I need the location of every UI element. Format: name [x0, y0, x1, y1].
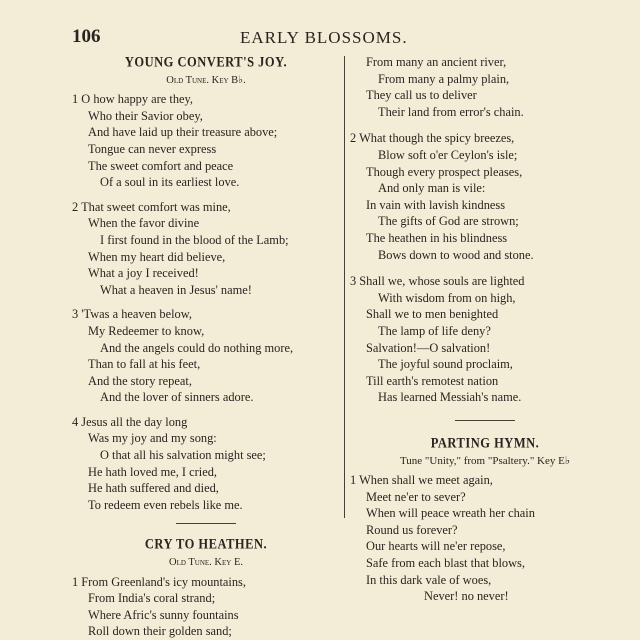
verse-line: Was my joy and my song:	[88, 431, 217, 446]
verse-line: 2 That sweet comfort was mine,	[72, 199, 231, 214]
verse-line: O that all his salvation might see;	[100, 448, 266, 463]
section-divider	[176, 523, 236, 524]
verse-line: He hath loved me, I cried,	[88, 464, 218, 479]
verse-line: The gifts of God are strown;	[378, 214, 519, 229]
hymn-verse	[350, 54, 620, 120]
verse-line: Their land from error's chain.	[378, 104, 524, 119]
verse-line: Has learned Messiah's name.	[378, 390, 522, 405]
hymn-verse	[72, 414, 340, 514]
verse-line: Roll down their golden sand;	[88, 624, 232, 639]
verse-line: Tongue can never express	[88, 141, 217, 156]
verse-line: The sweet comfort and peace	[88, 158, 234, 173]
verse-line: 1 O how happy are they,	[72, 92, 194, 107]
verse-line: And have laid up their treasure above;	[88, 125, 278, 140]
verse-line: 1 From Greenland's icy mountains,	[72, 574, 246, 589]
section-divider	[455, 420, 515, 421]
verse-line: Though every prospect pleases,	[366, 164, 523, 179]
verse-line: I first found in the blood of the Lamb;	[100, 232, 289, 247]
verse-line: The joyful sound proclaim,	[378, 357, 513, 372]
verse-line: Of a soul in its earliest love.	[100, 175, 240, 190]
verse-line: Our hearts will ne'er repose,	[366, 539, 506, 554]
verse-line: And the lover of sinners adore.	[100, 390, 254, 405]
verse-line: My Redeemer to know,	[88, 323, 205, 338]
verse-line: With wisdom from on high,	[378, 290, 516, 305]
hymn-title: YOUNG CONVERT'S JOY.	[124, 53, 288, 71]
verse-line: 2 What though the spicy breezes,	[350, 131, 515, 146]
verse-line: What a heaven in Jesus' name!	[100, 282, 252, 297]
verse-line: Safe from each blast that blows,	[366, 556, 525, 571]
verse-line: When the favor divine	[88, 216, 200, 231]
verse-line: He hath suffered and died,	[88, 481, 219, 496]
verse-line: Than to fall at his feet,	[88, 357, 201, 372]
verse-line: 3 'Twas a heaven below,	[72, 307, 192, 322]
verse-line: Salvation!—O salvation!	[366, 340, 491, 355]
verse-line: From many a palmy plain,	[378, 71, 510, 86]
verse-line: 1 When shall we meet again,	[350, 473, 493, 488]
verse-line: Shall we to men benighted	[366, 307, 499, 322]
verse-line: Blow soft o'er Ceylon's isle;	[378, 147, 518, 162]
hymn-verse	[72, 91, 340, 191]
verse-line: Till earth's remotest nation	[366, 373, 499, 388]
verse-line: Who their Savior obey,	[88, 108, 203, 123]
verse-line: The heathen in his blindness	[366, 230, 508, 245]
hymn-tune: Tune "Unity," from "Psaltery." Key E♭	[399, 455, 571, 468]
verse-line: Where Afric's sunny fountains	[88, 607, 239, 622]
verse-line: When my heart did believe,	[88, 249, 226, 264]
verse-line: In this dark vale of woes,	[366, 572, 492, 587]
verse-line: When will peace wreath her chain	[366, 506, 535, 521]
page-number: 106	[72, 26, 101, 47]
verse-line: From India's coral strand;	[88, 591, 216, 606]
verse-line: From many an ancient river,	[366, 55, 507, 69]
left-column	[72, 54, 340, 640]
verse-line: To redeem even rebels like me.	[88, 497, 243, 512]
hymn-tune: Old Tune. Key E.	[169, 557, 243, 569]
hymn-verse	[350, 273, 620, 406]
hymn-verse	[72, 199, 340, 299]
hymn-verse	[350, 130, 620, 263]
verse-line: In vain with lavish kindness	[366, 197, 506, 212]
verse-line: They call us to deliver	[366, 88, 477, 103]
verse-line: Never! no never!	[424, 589, 509, 604]
hymn-verse	[72, 574, 340, 640]
hymn-verse	[72, 306, 340, 406]
hymn-verse	[350, 472, 620, 605]
verse-line: And the story repeat,	[88, 373, 192, 388]
verse-line: And only man is vile:	[378, 181, 486, 196]
running-title: EARLY BLOSSOMS.	[240, 28, 408, 47]
verse-line: Round us forever?	[366, 522, 458, 537]
hymn-title: PARTING HYMN.	[430, 434, 540, 452]
verse-line: 3 Shall we, whose souls are lighted	[350, 274, 525, 289]
verse-line: Meet ne'er to sever?	[366, 489, 466, 504]
verse-line: The lamp of life deny?	[378, 323, 491, 338]
right-column	[350, 54, 620, 605]
verse-line: Bows down to wood and stone.	[378, 247, 534, 262]
hymn-tune: Old Tune. Key B♭.	[166, 74, 246, 86]
verse-line: 4 Jesus all the day long	[72, 414, 188, 429]
page-header	[0, 22, 640, 50]
hymn-title: CRY TO HEATHEN.	[144, 535, 268, 553]
verse-line: What a joy I received!	[88, 266, 199, 281]
verse-line: And the angels could do nothing more,	[100, 340, 294, 355]
column-divider	[344, 56, 348, 518]
